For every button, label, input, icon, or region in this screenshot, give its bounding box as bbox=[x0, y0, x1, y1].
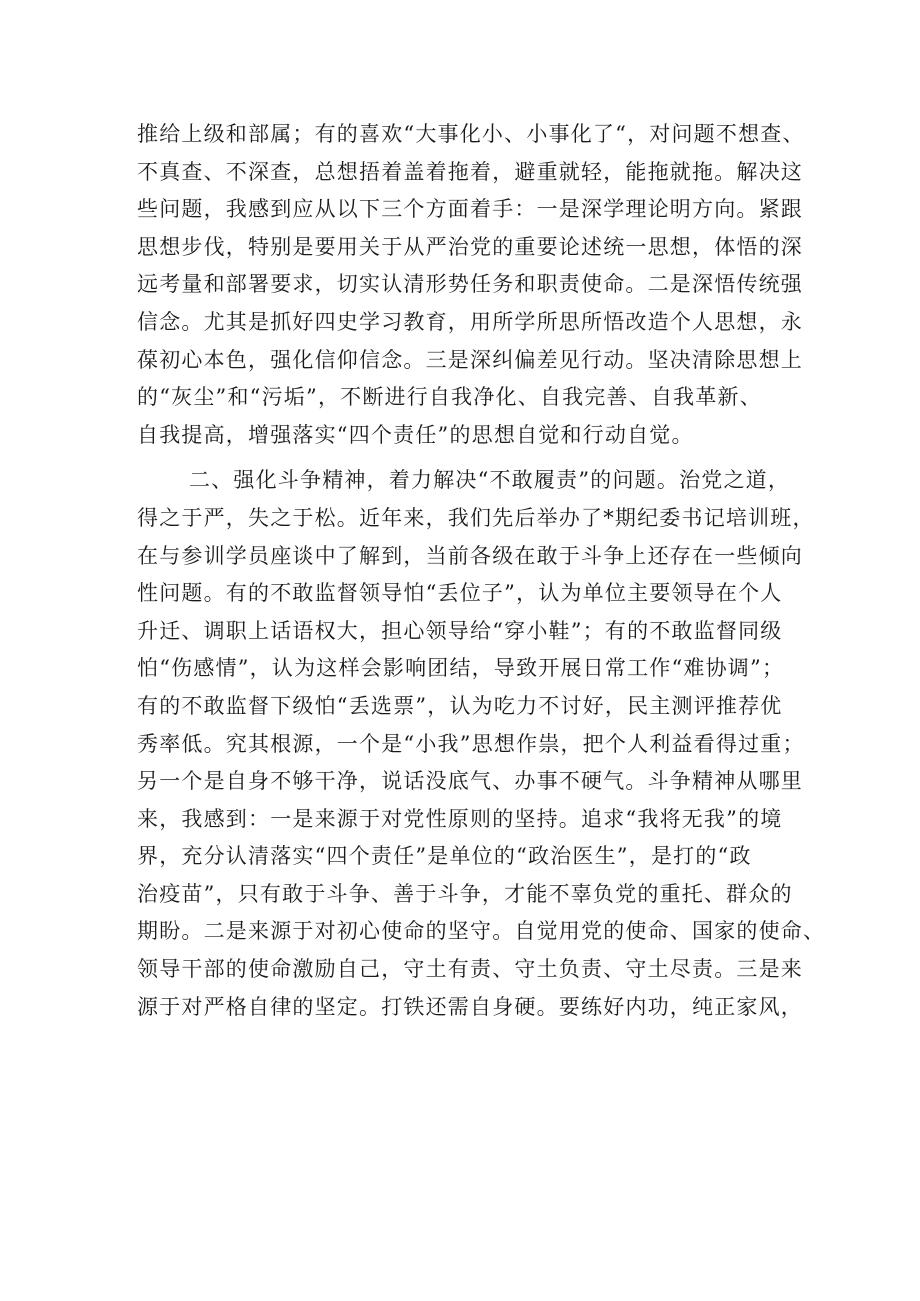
text-line: 在与参训学员座谈中了解到，当前各级在敢于斗争上还存在一些倾向 bbox=[137, 543, 803, 568]
paragraph-1 bbox=[137, 116, 805, 454]
text-line: 自我提高，增强落实“四个责任”的思想自觉和行动自觉。 bbox=[137, 422, 694, 447]
text-line: 治疫苗”，只有敢于斗争、善于斗争，才能不辜负党的重托、群众的 bbox=[137, 881, 793, 906]
paragraph-2 bbox=[137, 462, 826, 1026]
text-line: 些问题，我感到应从以下三个方面着手：一是深学理论明方向。紧跟 bbox=[137, 197, 803, 222]
text-line: 不真查、不深查，总想捂着盖着拖着，避重就轻，能拖就拖。解决这 bbox=[137, 159, 803, 184]
text-line: 界，充分认清落实“四个责任”是单位的“政治医生”，是打的“政 bbox=[137, 844, 752, 869]
text-line: 升迁、调职上话语权大，担心领导给“穿小鞋”；有的不敢监督同级 bbox=[137, 618, 783, 643]
text-line: 性问题。有的不敢监督领导怕“丢位子”，认为单位主要领导在个人 bbox=[137, 581, 783, 606]
text-line: 来，我感到：一是来源于对党性原则的坚持。追求“我将无我”的境 bbox=[137, 806, 783, 831]
text-line: 远考量和部署要求，切实认清形势任务和职责使命。二是深悟传统强 bbox=[137, 272, 803, 297]
text-line: 有的不敢监督下级怕“丢选票”，认为吃力不讨好，民主测评推荐优 bbox=[137, 693, 783, 718]
text-line: 推给上级和部属；有的喜欢“大事化小、小事化了“，对问题不想查、 bbox=[137, 122, 805, 146]
text-line: 期盼。二是来源于对初心使命的坚守。自觉用党的使命、国家的使命、 bbox=[137, 919, 826, 944]
document-body bbox=[137, 116, 826, 1026]
text-line: 思想步伐，特别是要用关于从严治党的重要论述统一思想，体悟的深 bbox=[137, 234, 803, 259]
text-line: 秀率低。究其根源，一个是“小我”思想作祟，把个人利益看得过重； bbox=[137, 731, 805, 756]
text-line: 得之于严，失之于松。近年来，我们先后举办了*期纪委书记培训班， bbox=[137, 505, 815, 530]
text-line: 二、强化斗争精神，着力解决“不敢履责”的问题。治党之道， bbox=[189, 468, 791, 493]
text-line: 另一个是自身不够干净，说话没底气、办事不硬气。斗争精神从哪里 bbox=[137, 769, 803, 794]
paragraph-spacing bbox=[137, 454, 797, 462]
text-line: 源于对严格自律的坚定。打铁还需自身硬。要练好内功，纯正家风， bbox=[137, 994, 803, 1019]
text-line: 信念。尤其是抓好四史学习教育，用所学所思所悟改造个人思想，永 bbox=[137, 309, 803, 334]
text-line: 怕“伤感情”，认为这样会影响团结，导致开展日常工作“难协调”； bbox=[137, 656, 785, 681]
text-line: 领导干部的使命激励自己，守土有责、守土负责、守土尽责。三是来 bbox=[137, 957, 803, 982]
text-line: 葆初心本色，强化信仰信念。三是深纠偏差见行动。坚决清除思想上 bbox=[137, 347, 803, 372]
text-line: 的“灰尘”和“污垢”，不断进行自我净化、自我完善、自我革新、 bbox=[137, 385, 762, 410]
